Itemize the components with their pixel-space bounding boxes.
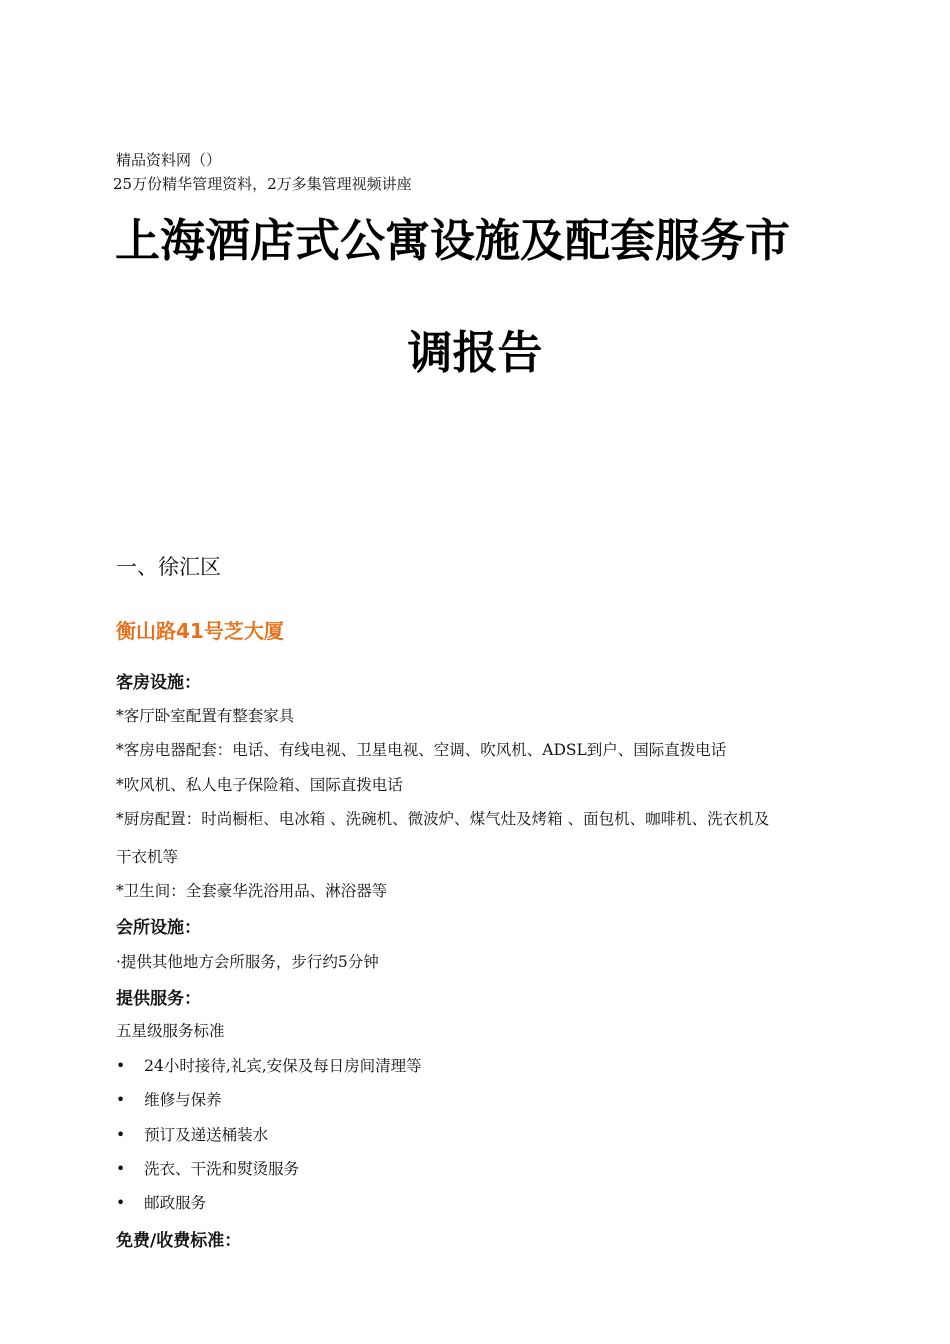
room-item-continued: 干衣机等 bbox=[116, 848, 179, 866]
services-label: 提供服务： bbox=[116, 989, 201, 1009]
services-intro: 五星级服务标准 bbox=[116, 1022, 225, 1040]
service-list-item bbox=[116, 1088, 222, 1110]
header-source-line: 精品资料网（） bbox=[116, 151, 222, 169]
service-list-item bbox=[116, 1191, 206, 1213]
building-name: 衡山路41号芝大厦 bbox=[116, 619, 284, 643]
room-item: *厨房配置：时尚橱柜、电冰箱 、洗碗机、微波炉、煤气灶及烤箱 、面包机、咖啡机、洗衣机及 bbox=[116, 810, 770, 828]
bullet-icon: • bbox=[116, 1126, 126, 1144]
service-text: 预订及递送桶装水 bbox=[144, 1126, 269, 1144]
service-text: 维修与保养 bbox=[144, 1091, 222, 1109]
room-facilities-label: 客房设施： bbox=[116, 673, 201, 693]
fees-label: 免费/收费标准： bbox=[116, 1231, 242, 1251]
club-item: ·提供其他地方会所服务，步行约5分钟 bbox=[116, 953, 379, 971]
service-list-item bbox=[116, 1054, 422, 1076]
bullet-icon: • bbox=[116, 1194, 126, 1212]
room-item: *客房电器配套：电话、有线电视、卫星电视、空调、吹风机、ADSL到户、国际直拨电话 bbox=[116, 741, 727, 759]
service-text: 洗衣、干洗和熨烫服务 bbox=[144, 1160, 300, 1178]
service-text: 邮政服务 bbox=[144, 1194, 207, 1212]
bullet-icon: • bbox=[116, 1160, 126, 1178]
service-list-item bbox=[116, 1123, 268, 1145]
service-text: 24小时接待,礼宾,安保及每日房间清理等 bbox=[144, 1057, 422, 1075]
service-list-item bbox=[116, 1157, 299, 1179]
bullet-icon: • bbox=[116, 1091, 126, 1109]
room-item: *客厅卧室配置有整套家具 bbox=[116, 707, 295, 725]
club-facilities-label: 会所设施： bbox=[116, 918, 201, 938]
document-title-line-1: 上海酒店式公寓设施及配套服务市 bbox=[115, 214, 791, 267]
section-heading: 一、徐汇区 bbox=[116, 555, 221, 579]
room-item: *吹风机、私人电子保险箱、国际直拨电话 bbox=[116, 776, 403, 794]
room-item: *卫生间：全套豪华洗浴用品、淋浴器等 bbox=[116, 882, 388, 900]
bullet-icon: • bbox=[116, 1057, 126, 1075]
header-tagline: 25万份精华管理资料，2万多集管理视频讲座 bbox=[113, 175, 412, 193]
document-title-line-2: 调报告 bbox=[407, 326, 543, 379]
